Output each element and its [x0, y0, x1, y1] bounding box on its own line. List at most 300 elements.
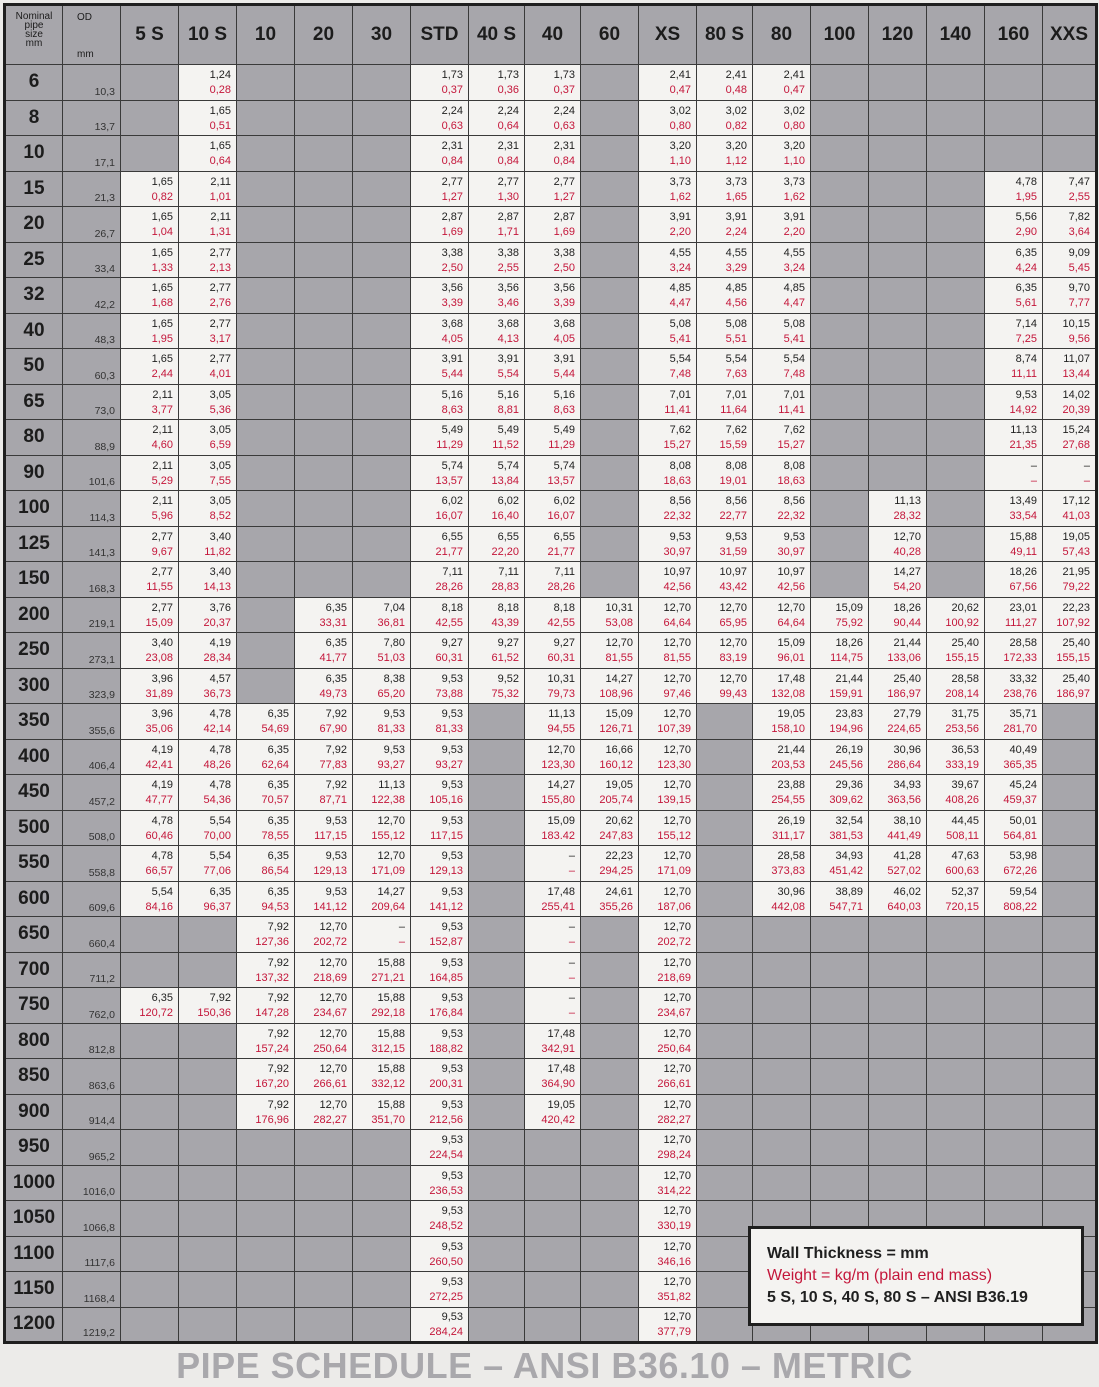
weight-value: 70,00	[203, 829, 231, 842]
schedule-cell	[121, 526, 179, 562]
outer-diameter-cell: 168,3	[63, 562, 121, 598]
wall-thickness-value: 6,55	[497, 530, 519, 543]
wall-thickness-value: 9,70	[1068, 282, 1090, 295]
weight-value: 3,29	[725, 261, 747, 274]
size-label: size	[25, 29, 43, 40]
schedule-cell	[869, 1130, 927, 1166]
schedule-cell	[469, 881, 525, 917]
weight-value: 1,10	[669, 155, 691, 168]
weight-value: 5,54	[497, 368, 519, 381]
wall-thickness-value: 12,70	[547, 743, 575, 756]
nominal-size-cell: 300	[5, 668, 63, 704]
schedule-cell	[121, 384, 179, 420]
wall-thickness-value: 2,11	[210, 211, 231, 224]
schedule-cell	[753, 917, 811, 953]
schedule-cell	[869, 491, 927, 527]
weight-value: 141,12	[429, 900, 463, 913]
schedule-cell	[353, 917, 411, 953]
weight-value: 7,48	[669, 368, 691, 381]
table-row	[5, 1094, 1097, 1130]
weight-value: 147,28	[255, 1007, 289, 1020]
wall-thickness-value: 12,70	[663, 637, 691, 650]
schedule-cell	[811, 242, 869, 278]
schedule-cell	[179, 704, 237, 740]
schedule-cell	[237, 65, 295, 101]
schedule-cell	[411, 739, 469, 775]
weight-value: 2,76	[209, 297, 231, 310]
weight-value: 20,39	[1062, 403, 1090, 416]
wall-thickness-value: 6,35	[267, 814, 289, 827]
wall-thickness-value: 12,70	[605, 637, 633, 650]
weight-value: 0,64	[209, 155, 231, 168]
outer-diameter-cell: 10,3	[63, 65, 121, 101]
schedule-cell	[753, 491, 811, 527]
schedule-cell	[179, 988, 237, 1024]
schedule-cell	[237, 810, 295, 846]
schedule-cell	[927, 704, 985, 740]
wall-thickness-value: 6,35	[1015, 282, 1037, 295]
wall-thickness-value: 3,02	[783, 104, 805, 117]
weight-value: 11,11	[1011, 368, 1037, 381]
weight-value: 4,01	[209, 368, 231, 381]
weight-value: 0,47	[783, 84, 805, 97]
schedule-cell	[639, 846, 697, 882]
wall-thickness-value: 23,01	[1009, 601, 1037, 614]
schedule-cell	[697, 775, 753, 811]
wall-thickness-value: 8,56	[783, 495, 805, 508]
table-row	[5, 739, 1097, 775]
weight-value: 54,20	[893, 581, 921, 594]
wall-thickness-value: 9,53	[383, 743, 405, 756]
schedule-cell	[179, 313, 237, 349]
wall-thickness-value: 9,53	[441, 992, 463, 1005]
wall-thickness-value: 7,11	[498, 566, 519, 579]
schedule-cell	[179, 136, 237, 172]
schedule-cell	[469, 739, 525, 775]
schedule-cell	[121, 100, 179, 136]
schedule-cell	[121, 349, 179, 385]
wall-thickness-value: 12,70	[663, 1311, 691, 1324]
schedule-cell	[697, 384, 753, 420]
schedule-cell	[411, 952, 469, 988]
schedule-cell	[179, 278, 237, 314]
schedule-cell	[985, 455, 1043, 491]
schedule-cell	[121, 278, 179, 314]
schedule-cell	[295, 313, 353, 349]
schedule-cell	[237, 562, 295, 598]
weight-value: 9,56	[1068, 332, 1090, 345]
weight-value: 4,60	[151, 439, 173, 452]
wall-thickness-value: 4,85	[783, 282, 805, 295]
schedule-cell	[985, 171, 1043, 207]
schedule-cell	[753, 171, 811, 207]
weight-value: 0,48	[725, 84, 747, 97]
schedule-cell	[639, 526, 697, 562]
schedule-cell	[927, 136, 985, 172]
schedule-cell	[697, 207, 753, 243]
outer-diameter-cell: 17,1	[63, 136, 121, 172]
weight-value: 547,71	[829, 900, 863, 913]
weight-value: 96,01	[777, 652, 805, 665]
wall-thickness-value: 15,24	[1062, 424, 1090, 437]
wall-thickness-value: 21,44	[835, 672, 863, 685]
schedule-cell	[985, 952, 1043, 988]
wall-thickness-value: 26,19	[777, 814, 805, 827]
weight-value: 2,90	[1015, 226, 1037, 239]
schedule-cell	[469, 1023, 525, 1059]
wall-thickness-value: 3,02	[725, 104, 747, 117]
wall-thickness-value: 30,96	[777, 885, 805, 898]
weight-value: 43,39	[491, 616, 519, 629]
weight-value: 203,53	[771, 758, 805, 771]
weight-value: 351,70	[371, 1113, 405, 1126]
wall-thickness-value: 4,78	[209, 779, 231, 792]
wall-thickness-value: 7,92	[267, 1063, 289, 1076]
schedule-cell	[179, 455, 237, 491]
weight-value: 117,15	[314, 829, 347, 842]
schedule-cell	[525, 739, 581, 775]
wall-thickness-value: 44,45	[951, 814, 979, 827]
schedule-cell	[811, 526, 869, 562]
weight-value: 333,19	[945, 758, 979, 771]
schedule-cell	[753, 278, 811, 314]
weight-value: 94,53	[261, 900, 289, 913]
wall-thickness-value: 5,74	[441, 459, 463, 472]
weight-value: 53,08	[605, 616, 633, 629]
schedule-cell	[639, 1130, 697, 1166]
wall-thickness-value: –	[568, 956, 575, 969]
weight-value: 208,14	[945, 687, 979, 700]
schedule-cell	[525, 136, 581, 172]
weight-value: 93,27	[435, 758, 463, 771]
schedule-cell	[697, 988, 753, 1024]
weight-value: 5,51	[725, 332, 747, 345]
weight-value: 108,96	[599, 687, 633, 700]
wall-thickness-value: 52,37	[951, 885, 979, 898]
weight-value: 90,44	[893, 616, 921, 629]
schedule-cell	[1043, 988, 1097, 1024]
wall-thickness-value: 12,70	[663, 601, 691, 614]
schedule-cell	[697, 349, 753, 385]
wall-thickness-value: 2,11	[152, 388, 173, 401]
schedule-cell	[927, 988, 985, 1024]
schedule-cell	[179, 65, 237, 101]
schedule-cell	[869, 455, 927, 491]
schedule-cell	[295, 810, 353, 846]
schedule-cell	[1043, 917, 1097, 953]
wall-thickness-value: 8,08	[725, 459, 747, 472]
table-row	[5, 1023, 1097, 1059]
wall-thickness-value: 5,54	[151, 885, 173, 898]
weight-value: 250,64	[657, 1042, 691, 1055]
weight-value: 57,43	[1062, 545, 1090, 558]
weight-value: 41,77	[319, 652, 347, 665]
weight-value: 41,03	[1062, 510, 1090, 523]
wall-thickness-value: 7,92	[325, 779, 347, 792]
schedule-cell	[237, 1272, 295, 1308]
nominal-size-cell: 32	[5, 278, 63, 314]
wall-thickness-value: 12,70	[663, 1134, 691, 1147]
weight-value: 11,29	[548, 439, 575, 452]
schedule-cell	[237, 1201, 295, 1237]
schedule-cell	[869, 633, 927, 669]
table-row	[5, 668, 1097, 704]
schedule-cell	[869, 420, 927, 456]
weight-value: 1,95	[1015, 190, 1037, 203]
schedule-cell	[927, 1059, 985, 1095]
schedule-cell	[1043, 881, 1097, 917]
wall-thickness-value: 5,49	[553, 424, 575, 437]
schedule-cell	[353, 313, 411, 349]
weight-value: 171,09	[657, 865, 691, 878]
schedule-cell	[411, 1272, 469, 1308]
schedule-cell	[353, 100, 411, 136]
schedule-cell	[985, 988, 1043, 1024]
schedule-cell	[469, 810, 525, 846]
weight-value: 377,79	[657, 1326, 691, 1339]
wall-thickness-value: 12,70	[319, 956, 347, 969]
wall-thickness-value: 4,78	[151, 814, 173, 827]
schedule-cell	[525, 1059, 581, 1095]
wall-thickness-value: 28,58	[777, 850, 805, 863]
weight-value: 253,56	[945, 723, 979, 736]
schedule-cell	[927, 775, 985, 811]
table-row	[5, 917, 1097, 953]
weight-value: 13,44	[1062, 368, 1090, 381]
weight-value: 2,20	[669, 226, 691, 239]
schedule-cell	[525, 207, 581, 243]
schedule-cell	[639, 881, 697, 917]
wall-thickness-value: 3,96	[151, 672, 173, 685]
schedule-cell	[469, 1201, 525, 1237]
weight-value: 31,59	[719, 545, 747, 558]
weight-value: 111,27	[1004, 616, 1037, 629]
schedule-cell	[811, 704, 869, 740]
weight-value: 64,64	[663, 616, 691, 629]
schedule-cell	[581, 633, 639, 669]
wall-thickness-value: 26,19	[835, 743, 863, 756]
schedule-cell	[811, 917, 869, 953]
schedule-cell	[525, 1165, 581, 1201]
wall-thickness-value: 7,80	[383, 637, 405, 650]
schedule-cell	[179, 633, 237, 669]
wall-thickness-value: 32,54	[835, 814, 863, 827]
weight-value: 373,83	[771, 865, 805, 878]
weight-value: 365,35	[1003, 758, 1037, 771]
weight-value: 2,50	[553, 261, 575, 274]
schedule-cell	[525, 526, 581, 562]
weight-value: 363,56	[887, 794, 921, 807]
wall-thickness-value: 5,49	[441, 424, 463, 437]
wall-thickness-value: 2,31	[553, 140, 575, 153]
weight-value: 224,54	[429, 1149, 463, 1162]
weight-value: 1,12	[725, 155, 747, 168]
schedule-cell	[121, 1272, 179, 1308]
weight-value: 114,75	[830, 652, 863, 665]
wall-thickness-value: 4,55	[783, 246, 805, 259]
schedule-cell	[753, 1094, 811, 1130]
wall-thickness-value: 17,48	[547, 885, 575, 898]
wall-thickness-value: 7,62	[725, 424, 747, 437]
schedule-cell	[581, 1094, 639, 1130]
weight-value: 309,62	[829, 794, 863, 807]
weight-value: 14,13	[203, 581, 231, 594]
table-row	[5, 775, 1097, 811]
outer-diameter-cell: 1219,2	[63, 1307, 121, 1343]
schedule-cell	[121, 171, 179, 207]
wall-thickness-value: 41,28	[893, 850, 921, 863]
schedule-cell	[581, 136, 639, 172]
schedule-cell	[469, 1130, 525, 1166]
wall-thickness-value: 3,76	[209, 601, 231, 614]
wall-thickness-value: 3,91	[783, 211, 805, 224]
schedule-header-40: 40	[525, 5, 581, 65]
wall-thickness-value: 12,70	[663, 1063, 691, 1076]
schedule-header-std: STD	[411, 5, 469, 65]
schedule-cell	[1043, 420, 1097, 456]
schedule-header-80s: 80 S	[697, 5, 753, 65]
weight-value: 255,41	[541, 900, 575, 913]
schedule-cell	[179, 1094, 237, 1130]
weight-value: 1,01	[209, 190, 231, 203]
schedule-cell	[179, 917, 237, 953]
wall-thickness-value: 5,54	[783, 353, 805, 366]
wall-thickness-value: 2,41	[725, 69, 747, 82]
outer-diameter-cell: 965,2	[63, 1130, 121, 1166]
wall-thickness-value: 4,55	[725, 246, 747, 259]
schedule-cell	[927, 1165, 985, 1201]
wall-thickness-value: 5,16	[441, 388, 463, 401]
schedule-cell	[1043, 562, 1097, 598]
schedule-cell	[1043, 384, 1097, 420]
weight-value: 1,31	[209, 226, 231, 239]
schedule-cell	[469, 775, 525, 811]
schedule-cell	[237, 1023, 295, 1059]
schedule-cell	[469, 526, 525, 562]
table-row	[5, 313, 1097, 349]
schedule-cell	[869, 171, 927, 207]
weight-value: –	[568, 1007, 575, 1020]
schedule-cell	[811, 491, 869, 527]
schedule-cell	[1043, 349, 1097, 385]
wall-thickness-value: 33,32	[1009, 672, 1037, 685]
schedule-cell	[525, 1272, 581, 1308]
wall-thickness-value: 2,77	[209, 246, 231, 259]
schedule-header-30: 30	[353, 5, 411, 65]
nominal-size-cell: 400	[5, 739, 63, 775]
wall-thickness-value: 9,53	[783, 530, 805, 543]
schedule-cell	[411, 278, 469, 314]
schedule-cell	[697, 278, 753, 314]
outer-diameter-cell: 1168,4	[63, 1272, 121, 1308]
wall-thickness-value: 23,88	[777, 779, 805, 792]
schedule-cell	[179, 739, 237, 775]
weight-value: 272,25	[429, 1291, 463, 1304]
wall-thickness-value: 7,92	[209, 992, 231, 1005]
schedule-header-140: 140	[927, 5, 985, 65]
schedule-cell	[179, 1236, 237, 1272]
schedule-cell	[353, 278, 411, 314]
schedule-cell	[121, 1236, 179, 1272]
schedule-cell	[697, 562, 753, 598]
weight-value: 284,24	[429, 1326, 463, 1339]
wall-thickness-value: 3,73	[669, 175, 691, 188]
schedule-cell	[353, 952, 411, 988]
schedule-cell	[811, 775, 869, 811]
wall-thickness-value: 12,70	[719, 601, 747, 614]
wall-thickness-value: 8,38	[383, 672, 405, 685]
schedule-cell	[985, 1059, 1043, 1095]
schedule-cell	[469, 420, 525, 456]
weight-value: 31,89	[145, 687, 173, 700]
weight-value: 123,30	[541, 758, 575, 771]
schedule-cell	[927, 668, 985, 704]
outer-diameter-cell: 48,3	[63, 313, 121, 349]
schedule-cell	[697, 739, 753, 775]
nominal-size-cell: 20	[5, 207, 63, 243]
weight-value: 294,25	[599, 865, 633, 878]
schedule-cell	[697, 1165, 753, 1201]
wall-thickness-value: 7,01	[725, 388, 747, 401]
schedule-cell	[353, 242, 411, 278]
schedule-cell	[353, 420, 411, 456]
schedule-cell	[811, 278, 869, 314]
schedule-cell	[985, 917, 1043, 953]
schedule-cell	[581, 668, 639, 704]
wall-thickness-value: 5,16	[497, 388, 519, 401]
schedule-cell	[869, 384, 927, 420]
wall-thickness-value: 13,49	[1009, 495, 1037, 508]
weight-value: 266,61	[313, 1078, 347, 1091]
nominal-size-cell: 750	[5, 988, 63, 1024]
schedule-cell	[1043, 65, 1097, 101]
nominal-size-cell: 1100	[5, 1236, 63, 1272]
schedule-cell	[469, 242, 525, 278]
wall-thickness-value: 2,77	[151, 530, 173, 543]
wall-thickness-value: 9,53	[441, 814, 463, 827]
wall-thickness-value: 9,27	[497, 637, 519, 650]
schedule-cell	[697, 668, 753, 704]
weight-value: 7,63	[725, 368, 747, 381]
nominal-size-cell: 90	[5, 455, 63, 491]
weight-value: 99,43	[719, 687, 747, 700]
schedule-cell	[295, 597, 353, 633]
schedule-cell	[237, 952, 295, 988]
weight-value: 5,96	[151, 510, 173, 523]
schedule-cell	[985, 1130, 1043, 1166]
schedule-cell	[927, 952, 985, 988]
wall-thickness-value: 9,53	[441, 1098, 463, 1111]
schedule-cell	[869, 597, 927, 633]
schedule-cell	[121, 1023, 179, 1059]
schedule-cell	[525, 810, 581, 846]
schedule-cell	[469, 65, 525, 101]
schedule-cell	[179, 207, 237, 243]
schedule-cell	[295, 668, 353, 704]
wall-thickness-value: 6,02	[441, 495, 463, 508]
weight-value: 1,30	[497, 190, 519, 203]
weight-value: 1,62	[669, 190, 691, 203]
outer-diameter-cell: 355,6	[63, 704, 121, 740]
wall-thickness-value: 7,01	[669, 388, 691, 401]
schedule-cell	[639, 1023, 697, 1059]
schedule-cell	[237, 1236, 295, 1272]
schedule-cell	[411, 1023, 469, 1059]
schedule-cell	[237, 775, 295, 811]
schedule-cell	[179, 1272, 237, 1308]
nominal-size-cell: 15	[5, 171, 63, 207]
wall-thickness-value: 6,35	[151, 992, 173, 1005]
